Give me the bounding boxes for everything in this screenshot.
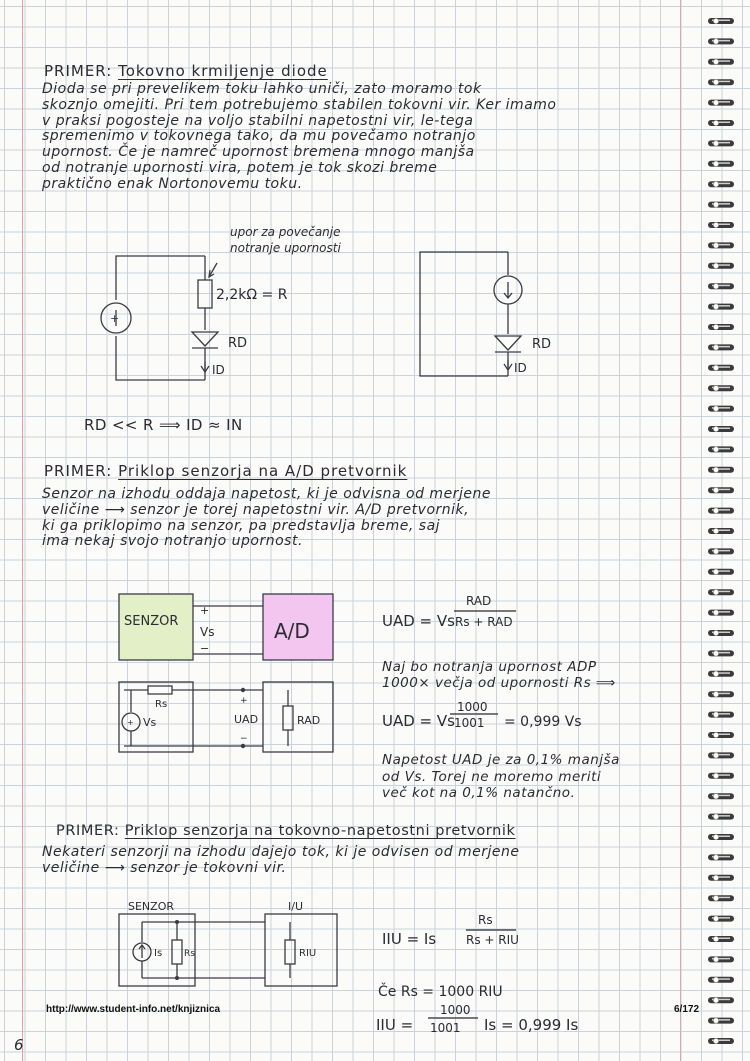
uad-formula2-denominator: 1001 [454, 716, 485, 730]
rd-label-left: RD [228, 336, 248, 351]
page-number: 6 [14, 1036, 24, 1054]
example1-line: spremenimo v tokovnega tako, da mu povečamo notranjo [42, 128, 476, 145]
iiu-formula2-denominator: 1001 [430, 1021, 461, 1035]
id-label-left: ID [212, 363, 225, 377]
svg-text:−: − [240, 734, 248, 744]
note-line: 1000× večja od upornosti Rs ⟹ [382, 674, 616, 691]
svg-text:+: + [240, 696, 248, 706]
conclusion-line: od Vs. Torej ne moremo meriti [382, 768, 602, 785]
relation-rd-r: RD << R ⟹ ID ≈ IN [84, 416, 243, 434]
id-label-right: ID [514, 361, 527, 375]
example1-topic: Tokovno krmiljenje diode [118, 62, 328, 80]
example2-heading: PRIMER: [44, 462, 113, 480]
resistor-label: 2,2kΩ = R [216, 287, 288, 303]
example2-line: Senzor na izhodu oddaja napetost, ki je odvisna od merjene [42, 486, 491, 502]
example3-heading: PRIMER: [56, 823, 120, 839]
annotation-line-1: upor za povečanje [230, 225, 341, 239]
rad-label: RAD [297, 714, 321, 727]
uad-formula2-numerator: 1000 [457, 700, 488, 714]
example2-line: veličine ⟶ senzor je torej napetostni vir. A/D pretvornik, [42, 501, 470, 518]
example1-line: v praksi pogosteje na voljo stabilni napetostni vir, le-tega [42, 112, 474, 129]
iiu-formula2-numerator: 1000 [440, 1003, 471, 1017]
sensor-label-3: SENZOR [128, 900, 174, 913]
example1-line: upornost. Če je namreč upornost bremena mnogo manjša [42, 144, 475, 161]
sensor-label: SENZOR [124, 614, 179, 629]
iiu-formula2-rhs: Is = 0,999 Is [484, 1016, 579, 1034]
example3-line: veličine ⟶ senzor je tokovni vir. [42, 859, 287, 876]
svg-text:+: + [110, 312, 120, 325]
iiu-formula-denominator: Rs + RIU [466, 933, 519, 947]
uad-formula2-rhs: = 0,999 Vs [504, 714, 582, 730]
condition-text: Če Rs = 1000 RIU [378, 984, 503, 1000]
example2-topic: Priklop senzorja na A/D pretvornik [118, 462, 408, 480]
example1-heading: PRIMER: [44, 62, 113, 80]
rs-label-3: Rs [184, 949, 195, 959]
riu-label: RIU [299, 948, 317, 959]
example1-line: od notranje upornosti vira, potem je tok skozi breme [42, 159, 438, 176]
uad-label: UAD [234, 713, 259, 726]
uad-formula-lhs: UAD = Vs [382, 612, 455, 630]
minus-sign: − [200, 642, 210, 655]
annotation-line-2: notranje upornosti [230, 241, 341, 255]
iiu-formula-numerator: Rs [478, 913, 493, 927]
uad-formula-denominator: Rs + RAD [455, 615, 513, 629]
note-line: Naj bo notranja upornost ADP [382, 659, 597, 675]
example3-line: Nekateri senzorji na izhodu dajejo tok, ki je odvisen od merjene [42, 844, 520, 860]
rd-label-right: RD [532, 337, 552, 352]
ad-label: A/D [274, 619, 310, 643]
vs-label: Vs [200, 625, 215, 639]
conclusion-line: Napetost UAD je za 0,1% manjša [382, 752, 620, 768]
uad-formula-numerator: RAD [466, 594, 492, 608]
example1-line: Dioda se pri prevelikem toku lahko uniči, zato moramo tok [42, 81, 482, 97]
iu-label: I/U [288, 900, 304, 913]
iiu-formula-lhs: IIU = Is [382, 930, 437, 948]
uad-formula2-lhs: UAD = Vs [382, 712, 455, 730]
page-counter: 6/172 [674, 1004, 700, 1015]
is-label: Is [154, 948, 163, 959]
example1-line: skoznjo omejiti. Pri tem potrebujemo stabilen tokovni vir. Ker imamo [42, 96, 557, 113]
example3-topic: Priklop senzorja na tokovno-napetostni pretvornik [124, 823, 516, 839]
example2-line: ima nekaj svojo notranjo upornost. [42, 533, 303, 550]
vs-label-lower: Vs [143, 716, 157, 729]
source-url: http://www.student-info.net/knjiznica [46, 1004, 221, 1015]
plus-sign: + [200, 604, 210, 617]
iiu-formula2-lhs: IIU = [376, 1016, 414, 1034]
example2-line: ki ga priklopimo na senzor, pa predstavlja breme, saj [42, 517, 441, 534]
svg-text:+: + [127, 718, 134, 727]
conclusion-line: več kot na 0,1% natančno. [382, 785, 576, 801]
example1-line: praktično enak Nortonovemu toku. [42, 175, 303, 192]
rs-label: Rs [155, 699, 168, 710]
